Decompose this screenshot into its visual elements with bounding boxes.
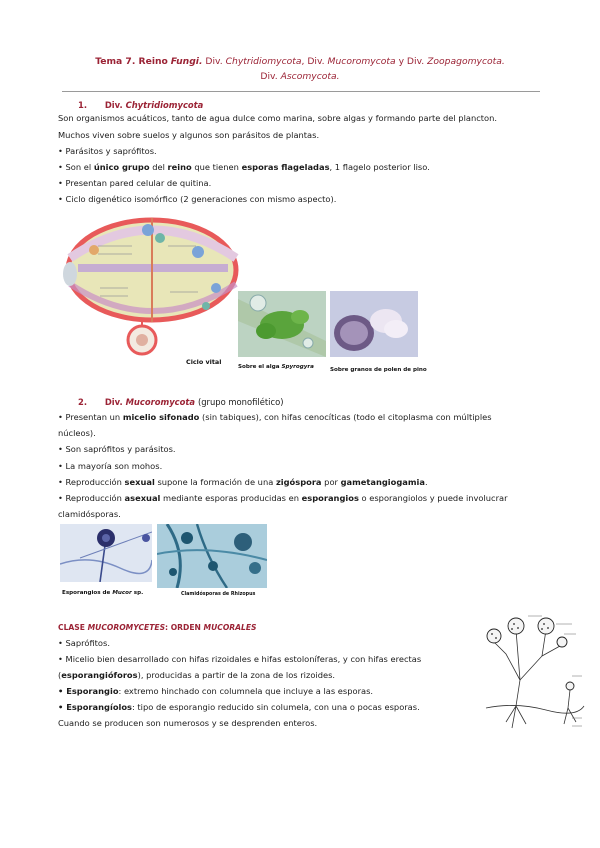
title-sep2: y Div. — [398, 56, 425, 67]
section1-intro-2: Muchos viven sobre suelos y algunos son parásitos de plantas. — [58, 130, 320, 140]
section2-bullet-1-cont: núcleos). — [58, 428, 96, 438]
title-divider — [62, 91, 540, 92]
section1-bullet-3: • Presentan pared celular de quitina. — [58, 178, 212, 188]
caption-life-cycle: Ciclo vital — [186, 358, 222, 366]
title-div4-prefix: Div. — [260, 71, 278, 82]
section3-heading: CLASE MUCOROMYCETES: ORDEN MUCORALES — [58, 623, 257, 632]
title-div1-prefix: Div. — [205, 56, 223, 67]
life-cycle-diagram — [58, 210, 240, 365]
photo-rhizopus — [157, 524, 267, 588]
caption-spirogyra: Sobre el alga Spyrogyra — [238, 364, 314, 370]
section2-bullet-1: • Presentan un micelio sifonado (sin tabiques), con hifas cenocíticas (todo el citoplasma con múltiples — [58, 412, 492, 422]
section3-bullet-2: • Micelio bien desarrollado con hifas rizoidales e hifas estoloníferas, y con hifas erectas — [58, 654, 422, 664]
section2-bullet-5: • Reproducción asexual mediante esporas producidas en esporangios o esporangiolos y puede involucrar — [58, 493, 508, 503]
section2-bullet-2: • Son saprófitos y parásitos. — [58, 444, 176, 454]
section3-bullet-1: • Saprófitos. — [58, 638, 110, 648]
section2-number: 2. — [78, 397, 88, 407]
title-div2: Mucoromycota — [327, 56, 396, 67]
title-tema: Tema 7. Reino — [95, 56, 168, 67]
caption-pine-pollen: Sobre granos de polen de pino — [330, 367, 427, 373]
section3-bullet-2-cont: (esporangióforos), producidas a partir de la zona de los rizoides. — [58, 670, 336, 680]
section1-number: 1. — [78, 100, 88, 110]
section2-bullet-4: • Reproducción sexual supone la formación de una zigóspora por gametangiogamia. — [58, 477, 428, 487]
caption-rhizopus: Clamidósporas de Rhizopus — [181, 592, 256, 597]
section2-name: Mucoromycota — [125, 397, 196, 407]
photo-pine-pollen — [330, 291, 418, 357]
section2-bullet-3: • La mayoría son mohos. — [58, 461, 163, 471]
photo-spirogyra — [238, 291, 326, 357]
section3-bullet-4: • Esporangíolos: tipo de esporangio reducido sin columela, con una o pocas esporas. — [58, 702, 420, 712]
title-sep1: , Div. — [301, 56, 325, 67]
photo-mucor — [60, 524, 152, 582]
title-div3: Zoopagomycota. — [427, 56, 505, 67]
section2-heading — [78, 397, 283, 407]
section1-label: Div. — [104, 100, 123, 110]
section2-label: Div. — [104, 397, 123, 407]
mucorales-drawing — [476, 610, 586, 734]
section1-name: Chytridiomycota — [125, 100, 204, 110]
section2-bullet-5-cont: clamidósporas. — [58, 509, 121, 519]
section1-bullet-1: • Parásitos y saprófitos. — [58, 146, 157, 156]
section3-bullet-5: Cuando se producen son numerosos y se desprenden enteros. — [58, 718, 318, 728]
section2-suffix: (grupo monofilético) — [197, 397, 284, 407]
caption-mucor: Esporangios de Mucor sp. — [62, 590, 144, 596]
section1-heading — [78, 100, 203, 110]
title-fungi: Fungi. — [170, 56, 203, 67]
section1-bullet-2: • Son el único grupo del reino que tienen esporas flageladas, 1 flagelo posterior liso. — [58, 162, 430, 172]
section1-bullet-4: • Ciclo digenético isomórfico (2 generaciones con mismo aspecto). — [58, 194, 337, 204]
section3-bullet-3: • Esporangio: extremo hinchado con columnela que incluye a las esporas. — [58, 686, 374, 696]
document-title — [40, 54, 560, 84]
title-div4: Ascomycota. — [280, 71, 340, 82]
title-div1: Chytridiomycota — [225, 56, 302, 67]
section1-intro-1: Son organismos acuáticos, tanto de agua dulce como marina, sobre algas y formando parte del plancton. — [58, 113, 498, 123]
